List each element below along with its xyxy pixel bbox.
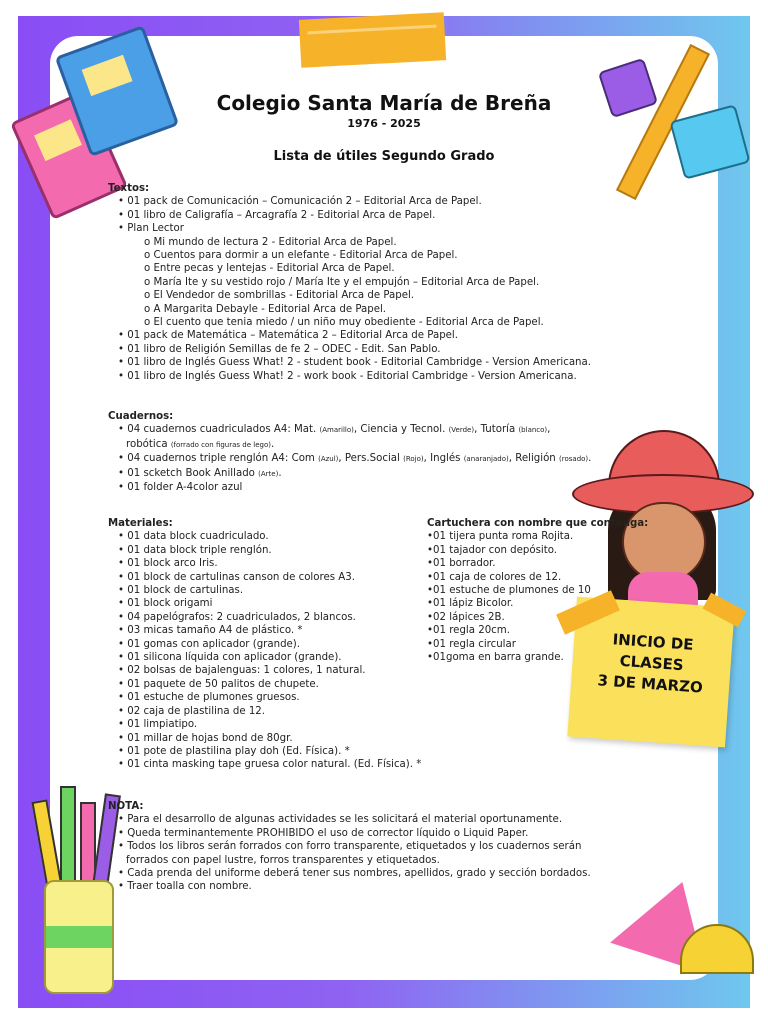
list-item: o Cuentos para dormir a un elefante - Editorial Arca de Papel. xyxy=(144,249,591,262)
list-item: •01 caja de colores de 12. xyxy=(427,571,562,583)
list-item: •01 regla circular xyxy=(427,638,516,650)
list-item: •01 estuche de plumones de 10 xyxy=(427,585,591,597)
list-item: • 01 block de cartulinas. xyxy=(118,584,421,597)
list-item: •01 tajador con depósito. xyxy=(427,544,558,556)
list-item-continuation: robótica (forrado con figuras de lego). xyxy=(126,438,275,450)
list-item: • 01 data block cuadriculado. xyxy=(118,530,421,543)
list-item: o El cuento que tenia miedo / un niño muy obediente - Editorial Arca de Papel. xyxy=(144,316,591,329)
list-item: • 02 caja de plastilina de 12. xyxy=(118,705,421,718)
nota-section xyxy=(108,800,591,894)
list-item: • 01 limpiatipo. xyxy=(118,718,421,731)
list-item: • 02 bolsas de bajalenguas: 1 colores, 1 natural. xyxy=(118,664,421,677)
list-item: • 04 cuadernos cuadriculados A4: Mat. (Amarillo), Ciencia y Tecnol. (Verde), Tutoría (blanco), xyxy=(118,424,551,436)
sticky-line-1: INICIO DE xyxy=(612,630,695,654)
cuadernos-section xyxy=(108,410,591,494)
list-item: •01goma en barra grande. xyxy=(427,652,564,664)
list-item: o A Margarita Debayle - Editorial Arca de Papel. xyxy=(144,303,591,316)
pencil-cup-icon xyxy=(44,880,114,994)
list-item: o María Ite y su vestido rojo / María Ite y el empujón – Editorial Arca de Papel. xyxy=(144,276,591,289)
textos-heading: Textos: xyxy=(108,183,150,194)
list-item: • 01 block origami xyxy=(118,597,421,610)
list-item: • Queda terminantemente PROHIBIDO el uso de corrector líquido o Liquid Paper. xyxy=(118,827,591,840)
list-item: • 01 data block triple renglón. xyxy=(118,544,421,557)
list-item: • 01 libro de Inglés Guess What! 2 - work book - Editorial Cambridge - Version Americana. xyxy=(118,370,591,383)
cartuchera-section xyxy=(427,517,648,664)
list-item: • 01 scketch Book Anillado (Arte). xyxy=(118,467,282,479)
list-item: •01 tijera punta roma Rojita. xyxy=(427,531,574,543)
school-name: Colegio Santa María de Breña xyxy=(216,91,552,115)
list-item: • 01 libro de Caligrafía – Arcagrafía 2 - Editorial Arca de Papel. xyxy=(118,209,591,222)
list-item: • 01 millar de hojas bond de 80gr. xyxy=(118,732,421,745)
list-item-continuation: forrados con papel lustre, forros transparentes y etiquetados. xyxy=(126,854,440,866)
school-years: 1976 - 2025 xyxy=(347,117,421,130)
list-item: • 01 pote de plastilina play doh (Ed. Física). * xyxy=(118,745,421,758)
list-item: • 01 paquete de 50 palitos de chupete. xyxy=(118,678,421,691)
list-item: o Entre pecas y lentejas - Editorial Arca de Papel. xyxy=(144,262,591,275)
list-item: o El Vendedor de sombrillas - Editorial Arca de Papel. xyxy=(144,289,591,302)
list-item: •01 lápiz Bicolor. xyxy=(427,598,514,610)
list-item: • 04 papelógrafos: 2 cuadriculados, 2 blancos. xyxy=(118,611,421,624)
materiales-heading: Materiales: xyxy=(108,518,173,529)
cuadernos-heading: Cuadernos: xyxy=(108,411,174,422)
list-item: • 01 pack de Matemática – Matemática 2 – Editorial Arca de Papel. xyxy=(118,329,591,342)
list-item: •01 borrador. xyxy=(427,558,496,570)
list-item: o Mi mundo de lectura 2 - Editorial Arca de Papel. xyxy=(144,236,591,249)
list-item: • Para el desarrollo de algunas actividades se les solicitará el material oportunamente. xyxy=(118,813,591,826)
materiales-section xyxy=(108,517,421,772)
list-item: • 01 pack de Comunicación – Comunicación 2 – Editorial Arca de Papel. xyxy=(118,195,591,208)
list-item: • 01 libro de Religión Semillas de fe 2 – ODEC - Edit. San Pablo. xyxy=(118,343,591,356)
list-item: • 01 cinta masking tape gruesa color natural. (Ed. Física). * xyxy=(118,758,421,771)
list-item: • 01 folder A-4color azul xyxy=(118,482,243,494)
list-item: • 01 estuche de plumones gruesos. xyxy=(118,691,421,704)
list-item: • 01 libro de Inglés Guess What! 2 - student book - Editorial Cambridge - Version Americana. xyxy=(118,356,591,369)
green-pencil-icon xyxy=(60,786,76,886)
list-item: • Todos los libros serán forrados con forro transparente, etiquetados y los cuadernos serán xyxy=(118,840,591,853)
list-item: • 01 block arco Iris. xyxy=(118,557,421,570)
top-tape-decoration xyxy=(299,12,446,68)
list-item: • 04 cuadernos triple renglón A4: Com (Azul), Pers.Social (Rojo), Inglés (anaranjado), Religión (rosado). xyxy=(118,453,592,465)
list-item: • Traer toalla con nombre. xyxy=(118,880,591,893)
sticky-line-2: CLASES xyxy=(619,651,685,675)
cartuchera-heading: Cartuchera con nombre que contenga: xyxy=(427,518,649,529)
list-item: • 01 block de cartulinas canson de colores A3. xyxy=(118,571,421,584)
list-item: • 01 gomas con aplicador (grande). xyxy=(118,638,421,651)
list-title: Lista de útiles Segundo Grado xyxy=(273,149,495,164)
list-item: • 01 silicona líquida con aplicador (grande). xyxy=(118,651,421,664)
list-item: • Plan Lector xyxy=(118,222,591,235)
list-item: • Cada prenda del uniforme deberá tener sus nombres, apellidos, grado y sección bordados. xyxy=(118,867,591,880)
textos-section xyxy=(108,182,591,383)
list-item: • 03 micas tamaño A4 de plástico. * xyxy=(118,624,421,637)
list-item: •01 regla 20cm. xyxy=(427,625,510,637)
nota-heading: NOTA: xyxy=(108,801,144,812)
list-item: •02 lápices 2B. xyxy=(427,611,505,623)
sticky-line-3: 3 DE MARZO xyxy=(597,671,704,697)
